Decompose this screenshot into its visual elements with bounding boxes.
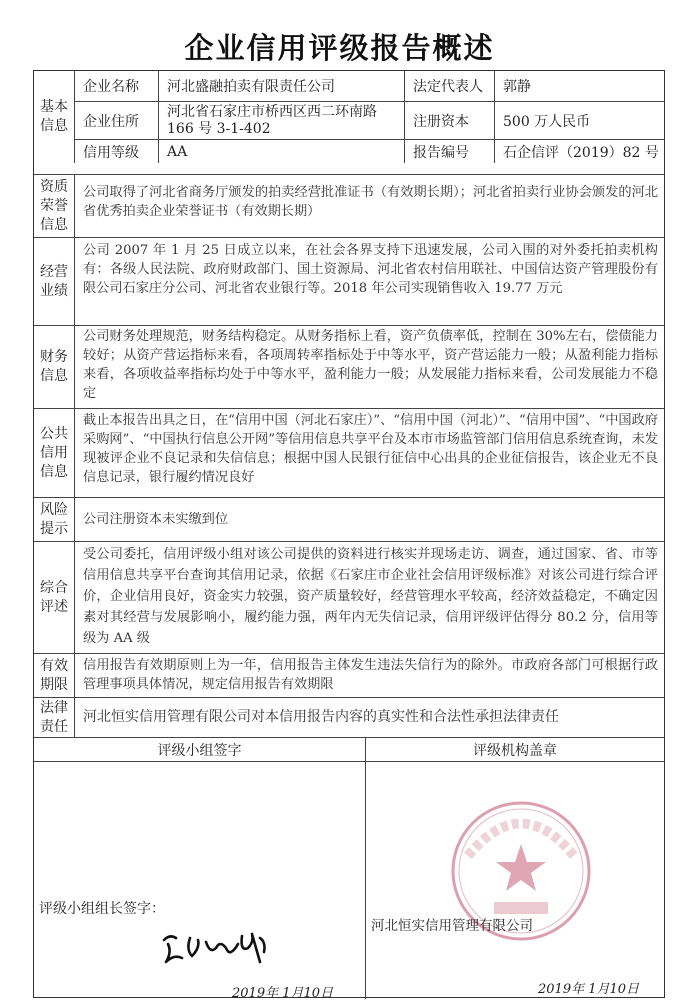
section-legal	[34, 697, 664, 737]
company-name-value: 河北盛融拍卖有限责任公司	[158, 71, 404, 101]
agency-name: 河北恒实信用管理有限公司	[371, 918, 533, 934]
section-label: 经营业绩	[34, 238, 75, 325]
signature-header-right: 评级机构盖章	[366, 738, 664, 762]
section-label: 财务信息	[34, 326, 75, 408]
capital-value: 500 万人民币	[494, 102, 664, 139]
legal-rep-label: 法定代表人	[404, 71, 494, 101]
address-line-1: 河北省石家庄市桥西区西二环南路	[167, 104, 377, 120]
section-text: 河北恒实信用管理有限公司对本信用报告内容的真实性和合法性承担法律责任	[83, 709, 559, 725]
section-qualification	[34, 174, 664, 237]
section-label: 综合评述	[34, 542, 75, 653]
section-text: 公司取得了河北省商务厅颁发的拍卖经营批准证书（有效期长期）；河北省拍卖行业协会颁发的河北省优秀拍卖企业荣誉证书（有效期长期）	[83, 185, 658, 219]
legal-rep-value: 郭静	[494, 71, 664, 101]
signature-panel-left	[34, 738, 366, 999]
page-title: 企业信用评级报告概述	[184, 31, 495, 65]
section-financial	[34, 325, 664, 408]
signature-panel-right	[366, 738, 664, 999]
capital-label: 注册资本	[404, 102, 494, 139]
report-no-value: 石企信评（2019）82 号	[494, 140, 664, 163]
section-text: 公司注册资本未实缴到位	[83, 512, 229, 527]
signature-header-left: 评级小组签字	[34, 738, 365, 762]
signature-block	[34, 737, 664, 999]
section-label: 资质荣誉信息	[34, 175, 75, 237]
left-sign-date: 2019年 1月10日	[232, 986, 334, 1001]
leader-signature-icon	[156, 918, 296, 978]
section-performance	[34, 237, 664, 325]
report-table	[33, 70, 665, 1001]
section-risk	[34, 497, 664, 541]
section-text: 公司财务处理规范，财务结构稳定。从财务指标上看，资产负债率低，控制在 30%左右，偿债能力较好；从资产营运指标来看，各项周转率指标处于中等水平，资产营运能力一般；从盈利能力指标来看，各项收益率指标均处于中等水平，盈利能力一般；从发展能力指标来看，公司发展能力不稳定	[83, 329, 658, 401]
section-text: 信用报告有效期原则上为一年，信用报告主体发生违法失信行为的除外。市政府各部门可根据行政管理事项具体情况，规定信用报告有效期限	[83, 658, 658, 692]
right-sign-date: 2019年 1月10日	[538, 982, 640, 997]
section-validity	[34, 653, 664, 697]
basic-row-address	[75, 101, 664, 139]
basic-row-name	[75, 71, 664, 101]
address-line-2: 166 号 3-1-402	[167, 121, 271, 137]
leader-signature-label: 评级小组组长签字：	[39, 901, 165, 917]
report-no-label: 报告编号	[404, 140, 494, 163]
section-label: 法律责任	[34, 698, 75, 737]
section-label: 公共信用信息	[34, 409, 75, 497]
section-text: 公司 2007 年 1 月 25 日成立以来，在社会各界支持下迅速发展，公司入围的对外委托拍卖机构有：各级人民法院、政府财政部门、国土资源局、河北省农村信用联社、中国信达资产管理股份有限公司石家庄分公司、河北省农业银行等。2018 年公司实现销售收入 19.77 万元	[83, 243, 658, 296]
section-public-credit	[34, 408, 664, 497]
section-label: 风险提示	[34, 498, 75, 541]
address-label: 企业住所	[83, 113, 139, 130]
section-text: 受公司委托，信用评级小组对该公司提供的资料进行核实并现场走访、调查，通过国家、省、市等信用信息共享平台查询其信用记录，依据《石家庄市企业社会信用评级标准》对该公司进行综合评价，企业信用良好，资金实力较强，资产质量较好，经营管理水平较高，经济效益稳定，不确定因素对其经营与发展影响小，履约能力强，两年内无失信记录，信用评级评估得分 80.2 分，信用等级为 AA 级	[83, 547, 658, 646]
grade-label: 信用等级	[83, 144, 139, 161]
address-value	[158, 102, 404, 139]
section-text: 截止本报告出具之日，在“信用中国（河北石家庄）”、“信用中国（河北）”、“信用中国”、“中国政府采购网”、“中国执行信息公开网”等信用信息共享平台及本市市场监管部门信用信息系统查询，未发现被评企业不良记录和失信信息；根据中国人民银行征信中心出具的企业征信报告，该企业无不良信息记录，银行履约情况良好	[83, 413, 658, 485]
grade-value: AA	[158, 140, 404, 163]
basic-row-grade	[75, 139, 664, 163]
basic-info-label: 基本信息	[34, 71, 75, 163]
basic-info-block	[34, 71, 664, 163]
section-label: 有效期限	[34, 654, 75, 697]
section-summary	[34, 541, 664, 653]
company-name-label: 企业名称	[83, 79, 139, 95]
